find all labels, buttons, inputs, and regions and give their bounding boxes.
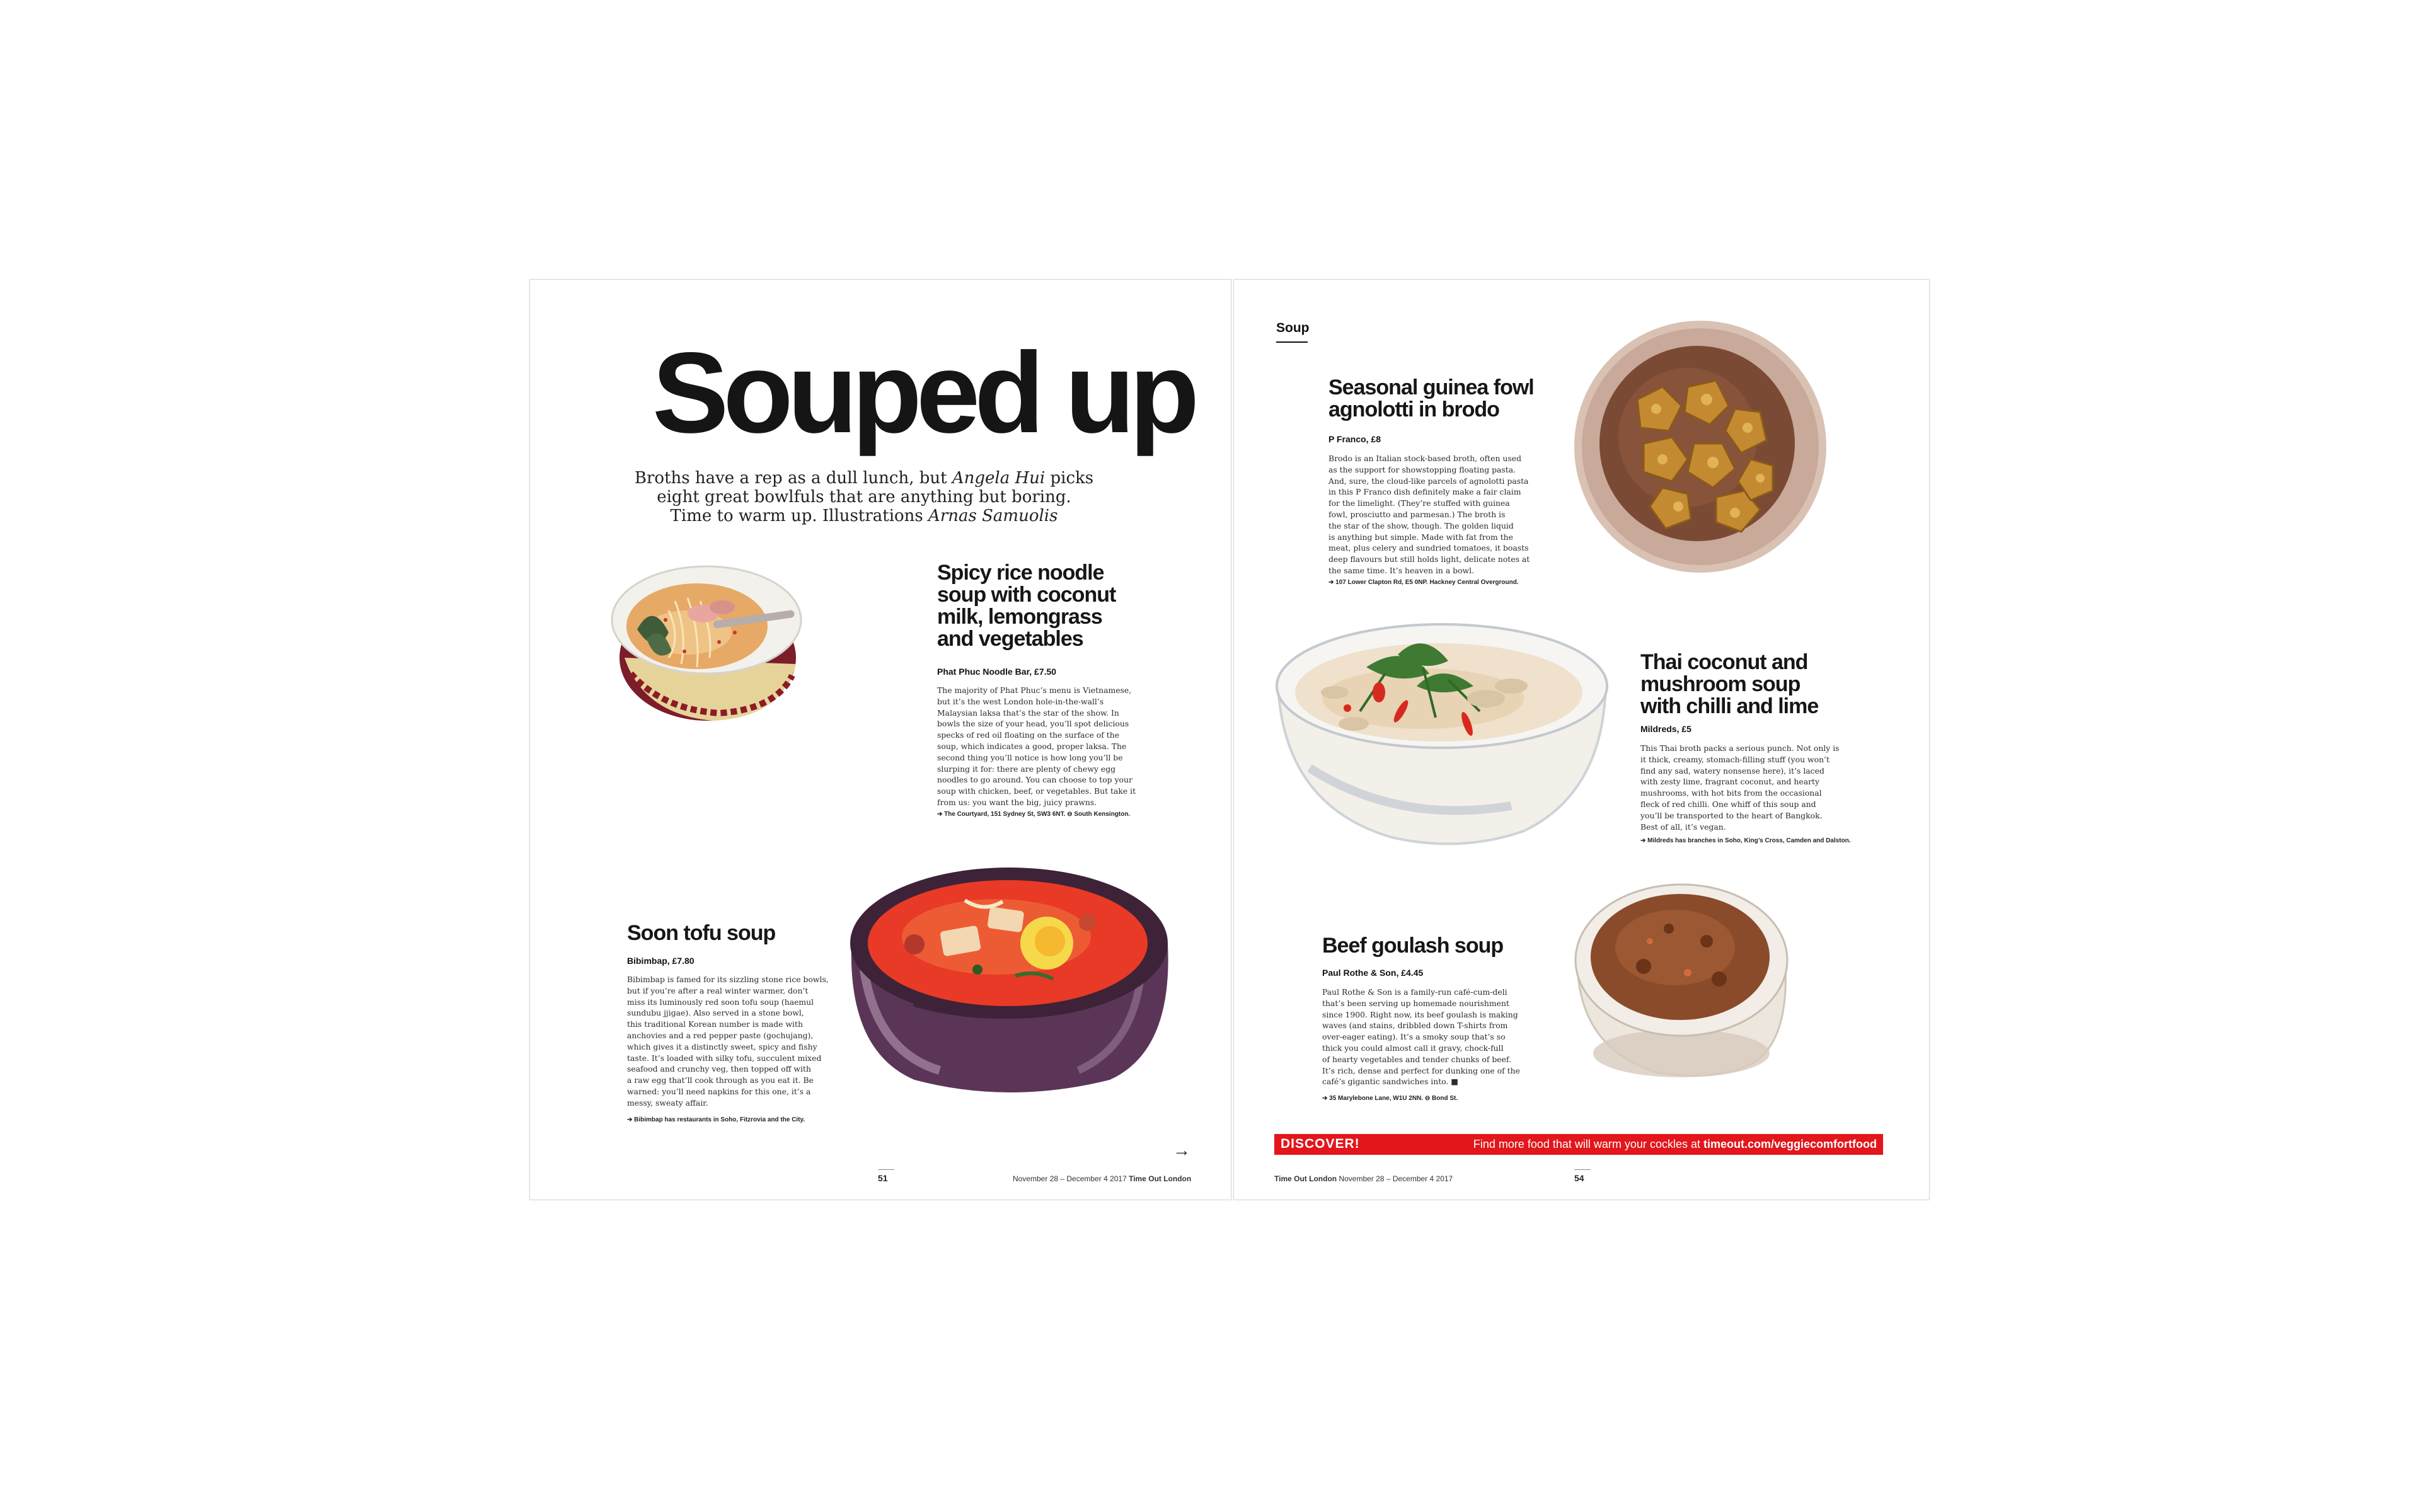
venue-coconut: Mildreds, £5	[1640, 724, 1691, 734]
right-page	[1233, 279, 1930, 1200]
discover-label: DISCOVER!	[1281, 1137, 1360, 1151]
body-agnolotti: Brodo is an Italian stock-based broth, often used as the support for showstopping floating pasta. And, sure, the cloud-like parcels of agnolotti pasta in this P Franco dish definitely make a fair claim for the limelight. (They’re stuffed with guinea fowl, prosciutto and parmesan.) The broth is the star of the show, though. The golden liquid is anything but simple. Made with fat from the meat, plus celery and sundried tomatoes, it boasts deep flavours but still holds light, delicate notes at the same time. It’s heaven in a bowl.	[1328, 454, 1530, 575]
discover-link[interactable]: timeout.com/veggiecomfortfood	[1703, 1138, 1877, 1150]
page-number-left: 51	[878, 1173, 888, 1183]
goulash-bowl-illustration	[1568, 872, 1795, 1086]
body-goulash: Paul Rothe & Son is a family-run café-cum-deli that’s been serving up homemade nourishment since 1900. Right now, its beef goulash is making waves (and stains, dribbled down T-shirts from over-eager eating). It’s a smoky soup that’s so thick you could almost call it gravy, chock-full of hearty vegetables and tender chunks of beef. It’s rich, dense and perfect for dunking one of the café’s gigantic sandwiches into. ■	[1322, 987, 1520, 1087]
address-coconut: ➔ Mildreds has branches in Soho, King’s Cross, Camden and Dalston.	[1640, 837, 1851, 844]
next-page-arrow-icon[interactable]: →	[1173, 1140, 1190, 1160]
folio-right: Time Out London November 28 – December 4 2017	[1274, 1174, 1453, 1183]
venue-agnolotti: P Franco, £8	[1328, 434, 1381, 444]
discover-text: Find more food that will warm your cockles at timeout.com/veggiecomfortfood	[1473, 1138, 1877, 1150]
section-rule	[1276, 341, 1308, 343]
dish-title-soon-tofu: Soon tofu soup	[627, 921, 776, 945]
left-page	[529, 279, 1231, 1200]
address-soon-tofu: ➔ Bibimbap has restaurants in Soho, Fitzrovia and the City.	[627, 1116, 805, 1123]
dish-title-agnolotti: Seasonal guinea fowl agnolotti in brodo	[1328, 375, 1534, 421]
venue-laksa: Phat Phuc Noodle Bar, £7.50	[937, 667, 1057, 677]
address-agnolotti: ➔ 107 Lower Clapton Rd, E5 0NP. Hackney Central Overground.	[1328, 579, 1519, 586]
venue-soon-tofu: Bibimbap, £7.80	[627, 956, 694, 966]
body-coconut: This Thai broth packs a serious punch. Not only is it thick, creamy, stomach-filling stuff (you won’t find any sad, watery nonsense here), it’s laced with zesty lime, fragrant coconut, and hearty mushrooms, with hot bits from the occasional fleck of red chilli. One whiff of this soup and you’ll be transported to the heart of Bangkok. Best of all, it’s vegan.	[1640, 743, 1840, 832]
body-soon-tofu: Bibimbap is famed for its sizzling stone rice bowls, but if you’re after a real winter warmer, don’t miss its luminously red soon tofu soup (haemul sundubu jjigae). Also served in a stone bowl, this traditional Korean number is made with anchovies and a red pepper paste (gochujang), which gives it a distinctly sweet, spicy and fishy taste. It’s loaded with silky tofu, succulent mixed seafood and crunchy veg, then topped off with a raw egg that’ll cook through as you eat it. Be warned: you’ll need napkins for this one, it’s a messy, sweaty affair.	[627, 975, 829, 1108]
body-laksa: The majority of Phat Phuc’s menu is Vietnamese, but it’s the west London hole-in-the-wall’s Malaysian laksa that’s the star of the show. In bowls the size of your head, you’ll spot delicious specks of red oil floating on the surface of the soup, which indicates a good, proper laksa. The second thing you’ll notice is how long you’ll be slurping it for: there are plenty of chewy egg noodles to go around. You can choose to top your soup with chicken, beef, or vegetables. But take it from us: you want the big, juicy prawns.	[937, 685, 1136, 807]
venue-goulash: Paul Rothe & Son, £4.45	[1322, 968, 1424, 978]
laksa-bowl-illustration	[593, 563, 807, 727]
soon-tofu-bowl-illustration	[839, 862, 1182, 1096]
section-tag: Soup	[1276, 321, 1310, 335]
address-laksa: ➔ The Courtyard, 151 Sydney St, SW3 6NT. ⊖ South Kensington.	[937, 811, 1131, 818]
discover-banner[interactable]	[1274, 1134, 1883, 1155]
page-number-right: 54	[1574, 1173, 1584, 1183]
dish-title-laksa: Spicy rice noodle soup with coconut milk, lemongrass and vegetables	[937, 561, 1116, 651]
author-name: Angela Hui	[952, 469, 1046, 488]
standfirst	[631, 469, 1097, 525]
folio-left: November 28 – December 4 2017 Time Out London	[1013, 1174, 1192, 1183]
coconut-soup-bowl-illustration	[1272, 617, 1612, 850]
agnolotti-bowl-illustration	[1568, 318, 1833, 582]
standfirst-line-1: Broths have a rep as a dull lunch, but Angela Hui picks	[634, 469, 1094, 488]
standfirst-line-3: Time to warm up. Illustrations Arnas Samuolis	[670, 507, 1058, 525]
dish-title-coconut: Thai coconut and mushroom soup with chilli and lime	[1640, 650, 1819, 718]
standfirst-line-2: eight great bowlfuls that are anything but boring.	[657, 488, 1071, 507]
address-goulash: ➔ 35 Marylebone Lane, W1U 2NN. ⊖ Bond St.	[1322, 1095, 1458, 1102]
dish-title-goulash: Beef goulash soup	[1322, 934, 1504, 958]
illustrator-name: Arnas Samuolis	[928, 507, 1058, 525]
headline: Souped up	[652, 328, 1194, 457]
